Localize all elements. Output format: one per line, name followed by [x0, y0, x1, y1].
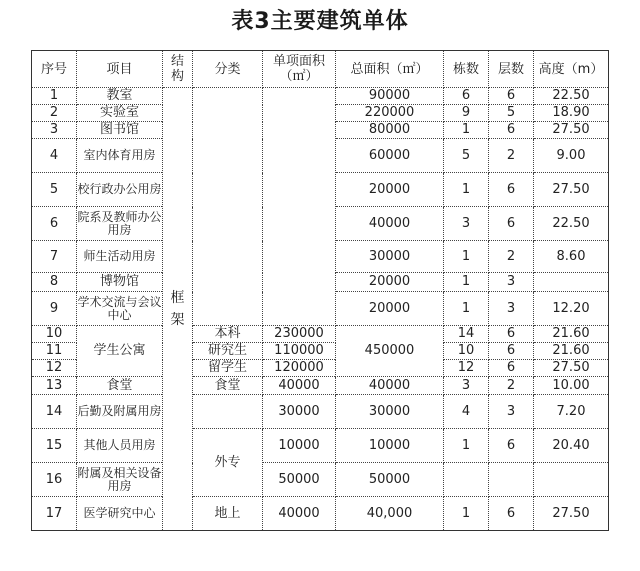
cell-seq: 16 — [32, 463, 77, 497]
cell-item: 校行政办公用房 — [77, 173, 163, 207]
cell-buildings: 1 — [444, 429, 489, 463]
cell-seq: 4 — [32, 139, 77, 173]
cell-total-area: 20000 — [336, 292, 444, 326]
cell-unit-area: 30000 — [263, 395, 336, 429]
cell-height: 20.40 — [534, 429, 609, 463]
cell-seq: 10 — [32, 326, 77, 343]
cell-seq: 13 — [32, 377, 77, 395]
cell-buildings: 9 — [444, 105, 489, 122]
cell-total-area: 220000 — [336, 105, 444, 122]
cell-total-area: 90000 — [336, 88, 444, 105]
cell-seq: 8 — [32, 273, 77, 292]
table-row — [32, 377, 609, 395]
cell-floors: 6 — [489, 207, 534, 241]
cell-height: 8.60 — [534, 241, 609, 273]
cell-buildings: 1 — [444, 292, 489, 326]
cell-floors: 6 — [489, 429, 534, 463]
cell-unit-area: 40000 — [263, 497, 336, 531]
cell-item: 院系及教师办公用房 — [77, 207, 163, 241]
header-height: 高度（m） — [534, 51, 609, 88]
cell-item: 实验室 — [77, 105, 163, 122]
page-title: 表3主要建筑单体 — [231, 9, 409, 34]
cell-unit-area: 120000 — [263, 360, 336, 377]
buildings-table — [31, 50, 609, 531]
cell-unit-area: 230000 — [263, 326, 336, 343]
table-row — [32, 395, 609, 429]
cell-seq: 12 — [32, 360, 77, 377]
cell-floors: 3 — [489, 292, 534, 326]
cell-height: 21.60 — [534, 343, 609, 360]
header-buildings: 栋数 — [444, 51, 489, 88]
cell-floors: 6 — [489, 88, 534, 105]
cell-buildings: 10 — [444, 343, 489, 360]
cell-height: 27.50 — [534, 497, 609, 531]
cell-seq: 14 — [32, 395, 77, 429]
cell-item: 食堂 — [77, 377, 163, 395]
cell-height: 22.50 — [534, 207, 609, 241]
cell-buildings: 3 — [444, 377, 489, 395]
cell-seq: 6 — [32, 207, 77, 241]
cell-buildings: 4 — [444, 395, 489, 429]
cell-item: 室内体育用房 — [77, 139, 163, 173]
cell-height: 27.50 — [534, 122, 609, 139]
cell-item: 师生活动用房 — [77, 241, 163, 273]
header-seq: 序号 — [32, 51, 77, 88]
cell-total-area: 80000 — [336, 122, 444, 139]
cell-buildings: 1 — [444, 241, 489, 273]
cell-floors: 2 — [489, 377, 534, 395]
cell-item: 学术交流与会议中心 — [77, 292, 163, 326]
table-row — [32, 463, 609, 497]
cell-item: 附属及相关设备用房 — [77, 463, 163, 497]
cell-total-area: 30000 — [336, 395, 444, 429]
header-row — [32, 51, 609, 88]
cell-category: 留学生 — [193, 360, 263, 377]
cell-buildings: 12 — [444, 360, 489, 377]
cell-floors: 6 — [489, 360, 534, 377]
cell-total-area: 50000 — [336, 463, 444, 497]
cell-seq: 1 — [32, 88, 77, 105]
table-row — [32, 497, 609, 531]
table-row — [32, 429, 609, 463]
cell-floors: 3 — [489, 273, 534, 292]
cell-floors: 6 — [489, 497, 534, 531]
cell-buildings: 6 — [444, 88, 489, 105]
cell-buildings: 1 — [444, 497, 489, 531]
cell-floors: 6 — [489, 173, 534, 207]
cell-item: 教室 — [77, 88, 163, 105]
cell-structure: 框架 — [163, 88, 193, 531]
cell-item: 后勤及附属用房 — [77, 395, 163, 429]
cell-floors: 3 — [489, 395, 534, 429]
cell-height: 10.00 — [534, 377, 609, 395]
header-unit-area: 单项面积（㎡） — [263, 51, 336, 88]
cell-total-area: 60000 — [336, 139, 444, 173]
cell-floors: 6 — [489, 122, 534, 139]
cell-buildings — [444, 463, 489, 497]
cell-category — [193, 395, 263, 429]
cell-seq: 2 — [32, 105, 77, 122]
cell-total-area: 40,000 — [336, 497, 444, 531]
cell-seq: 5 — [32, 173, 77, 207]
cell-category: 食堂 — [193, 377, 263, 395]
cell-height: 27.50 — [534, 360, 609, 377]
cell-total-area: 20000 — [336, 173, 444, 207]
cell-seq: 15 — [32, 429, 77, 463]
cell-category: 本科 — [193, 326, 263, 343]
cell-total-area: 20000 — [336, 273, 444, 292]
cell-total-area: 30000 — [336, 241, 444, 273]
cell-buildings: 5 — [444, 139, 489, 173]
header-total-area: 总面积（㎡） — [336, 51, 444, 88]
cell-total-area: 40000 — [336, 377, 444, 395]
cell-floors: 2 — [489, 139, 534, 173]
cell-item: 其他人员用房 — [77, 429, 163, 463]
cell-item: 学生公寓 — [77, 326, 163, 377]
cell-height: 21.60 — [534, 326, 609, 343]
cell-unit-area — [263, 88, 336, 326]
header-item: 项目 — [77, 51, 163, 88]
cell-item: 图书馆 — [77, 122, 163, 139]
cell-buildings: 1 — [444, 273, 489, 292]
cell-item: 医学研究中心 — [77, 497, 163, 531]
cell-height: 18.90 — [534, 105, 609, 122]
header-structure: 结构 — [163, 51, 193, 88]
cell-item: 博物馆 — [77, 273, 163, 292]
cell-height: 27.50 — [534, 173, 609, 207]
table-row — [32, 88, 609, 105]
header-floors: 层数 — [489, 51, 534, 88]
table-row — [32, 326, 609, 343]
cell-buildings: 14 — [444, 326, 489, 343]
cell-seq: 11 — [32, 343, 77, 360]
cell-unit-area: 10000 — [263, 429, 336, 463]
cell-category: 地上 — [193, 497, 263, 531]
cell-height: 22.50 — [534, 88, 609, 105]
cell-seq: 7 — [32, 241, 77, 273]
cell-seq: 3 — [32, 122, 77, 139]
cell-total-area: 10000 — [336, 429, 444, 463]
cell-unit-area: 110000 — [263, 343, 336, 360]
cell-buildings: 1 — [444, 122, 489, 139]
cell-height: 12.20 — [534, 292, 609, 326]
cell-height: 9.00 — [534, 139, 609, 173]
cell-floors: 5 — [489, 105, 534, 122]
cell-height — [534, 463, 609, 497]
cell-category: 外专 — [193, 429, 263, 497]
cell-buildings: 3 — [444, 207, 489, 241]
cell-floors: 2 — [489, 241, 534, 273]
header-category: 分类 — [193, 51, 263, 88]
cell-total-area: 40000 — [336, 207, 444, 241]
cell-floors — [489, 463, 534, 497]
cell-category — [193, 88, 263, 326]
cell-floors: 6 — [489, 343, 534, 360]
cell-height: 7.20 — [534, 395, 609, 429]
cell-total-area: 450000 — [336, 326, 444, 377]
cell-buildings: 1 — [444, 173, 489, 207]
cell-unit-area: 50000 — [263, 463, 336, 497]
cell-seq: 17 — [32, 497, 77, 531]
cell-unit-area: 40000 — [263, 377, 336, 395]
cell-height — [534, 273, 609, 292]
cell-floors: 6 — [489, 326, 534, 343]
cell-seq: 9 — [32, 292, 77, 326]
cell-category: 研究生 — [193, 343, 263, 360]
